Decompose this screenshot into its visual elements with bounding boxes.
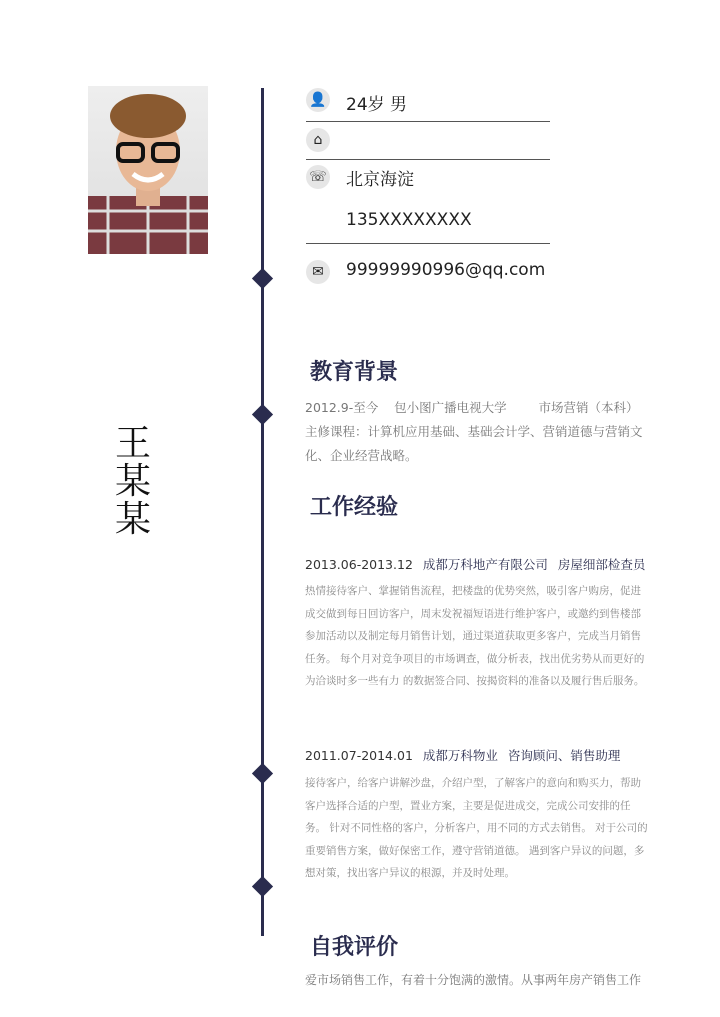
edu-courses: 主修课程：计算机应用基础、基础会计学、营销道德与营销文化、企业经营战略。 bbox=[305, 424, 643, 463]
person-icon: 👤 bbox=[306, 88, 330, 112]
work-title: 工作经验 bbox=[310, 495, 399, 520]
timeline-marker bbox=[252, 763, 273, 784]
self-evaluation-text: 爱市场销售工作，有着十分饱满的激情。从事两年房产销售工作 bbox=[305, 973, 642, 987]
job-header bbox=[305, 555, 645, 573]
address: 北京海淀 bbox=[346, 170, 414, 190]
edu-school: 包小图广播电视大学 bbox=[394, 400, 507, 415]
timeline-line bbox=[261, 88, 264, 936]
email: 99999990996@qq.com bbox=[346, 260, 546, 280]
phone: 135XXXXXXXX bbox=[346, 210, 472, 230]
timeline-marker bbox=[252, 876, 273, 897]
candidate-name: 王某某 bbox=[114, 423, 151, 540]
edu-major: 市场营销（本科） bbox=[538, 400, 639, 415]
divider bbox=[306, 121, 550, 122]
education-body bbox=[305, 396, 655, 468]
edu-period: 2012.9-至今 bbox=[305, 400, 379, 415]
job-company: 成都万科地产有限公司 bbox=[422, 557, 548, 572]
profile-photo bbox=[88, 86, 208, 254]
self-evaluation-title: 自我评价 bbox=[310, 935, 399, 960]
mail-icon: ✉ bbox=[306, 260, 330, 284]
education-title: 教育背景 bbox=[310, 360, 399, 385]
job-role: 房屋细部检查员 bbox=[557, 557, 646, 572]
job-description: 接待客户，给客户讲解沙盘，介绍户型，了解客户的意向和购买力，帮助客户选择合适的户型，置业方案，主要是促进成交，完成公司安排的任务。 针对不同性格的客户，分析客户，用不同的方式去销售。 对于公司的重要销售方案，做好保密工作，遵守营销道德。 遇到客户异议的问题，多想对策，找出客户异议的根源，并及时处理。 bbox=[305, 777, 648, 879]
job-period: 2011.07-2014.01 bbox=[305, 748, 413, 763]
job-role: 咨询顾问、销售助理 bbox=[507, 748, 621, 763]
job-description: 热情接待客户、掌握销售流程，把楼盘的优势突然，吸引客户购房，促进成交做到每日回访客户，周末发祝福短语进行维护客户，或邀约到售楼部参加活动以及制定每月销售计划，通过渠道获取更多客户，完成当月销售任务。 每个月对竞争项目的市场调查，做分析表，找出优劣势从而更好的为洽谈时多一些有力 的数据签合同、按揭资料的准备以及履行售后服务。 bbox=[305, 585, 645, 687]
job-period: 2013.06-2013.12 bbox=[305, 557, 413, 572]
job-company: 成都万科物业 bbox=[422, 748, 498, 763]
home-icon: ⌂ bbox=[306, 128, 330, 152]
divider bbox=[306, 159, 550, 160]
timeline-marker bbox=[252, 404, 273, 425]
job-header bbox=[305, 746, 620, 764]
divider bbox=[306, 243, 550, 244]
age-gender: 24岁 男 bbox=[346, 95, 408, 115]
phone-icon: ☏ bbox=[306, 165, 330, 189]
timeline-marker bbox=[252, 268, 273, 289]
